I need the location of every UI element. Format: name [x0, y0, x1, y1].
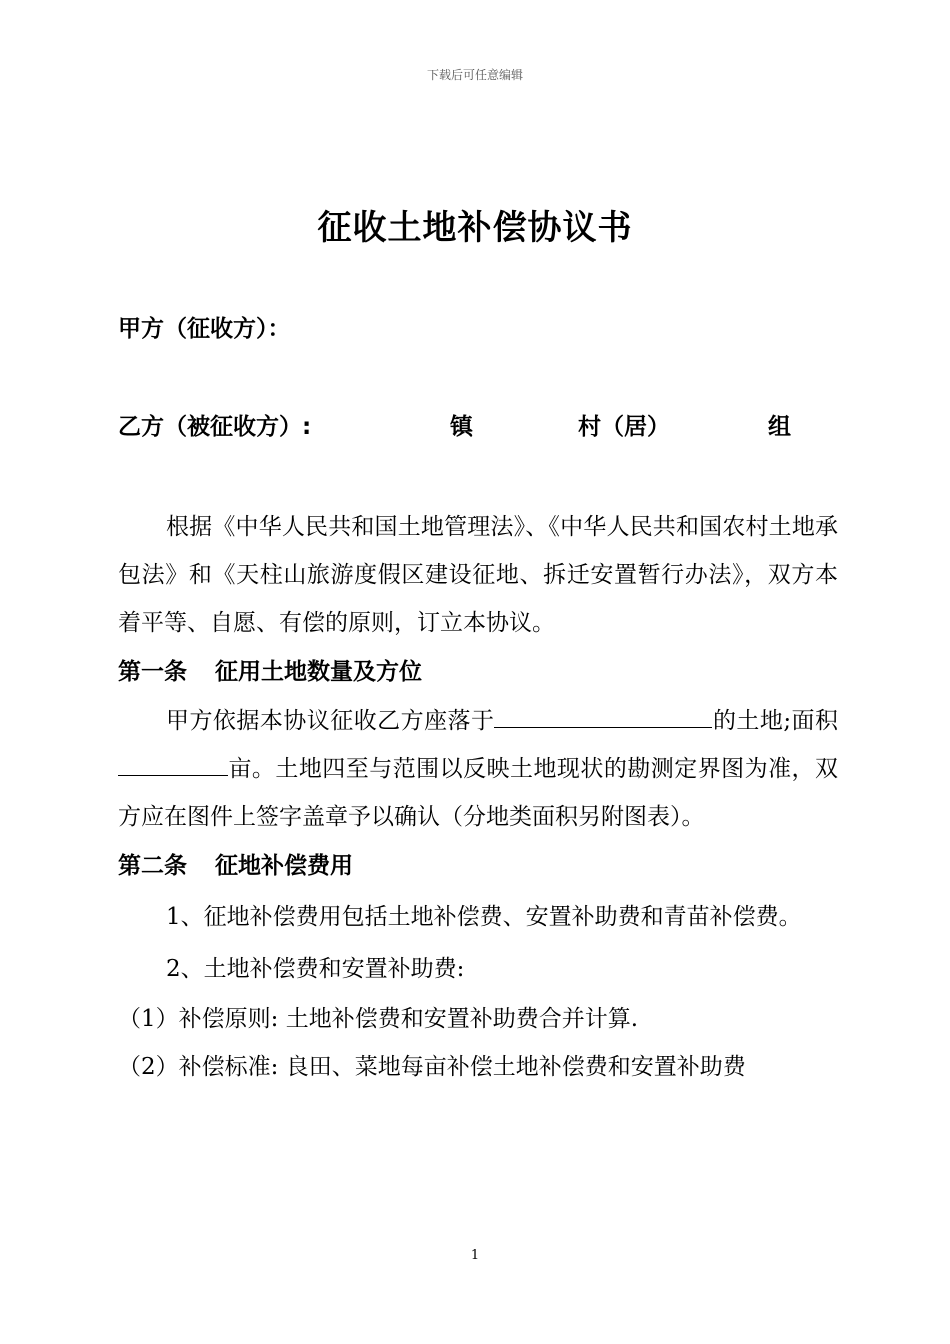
party-b-village: 村（居） — [578, 414, 670, 440]
party-a-label: 甲方（征收方）： — [118, 316, 291, 342]
article1-title: 征用土地数量及方位 — [215, 659, 422, 685]
document-title: 征收土地补偿协议书 — [317, 208, 633, 248]
article2-heading — [118, 841, 838, 891]
party-b-group: 组 — [768, 414, 791, 440]
article1-number: 第一条 — [118, 659, 187, 685]
article2-number: 第二条 — [118, 853, 187, 879]
party-b-label: 乙方（被征收方）: — [118, 414, 312, 440]
header-note: 下载后可任意编辑 — [426, 68, 523, 82]
party-a-line — [118, 310, 291, 343]
article1-text-after: 亩。土地四至与范围以反映土地现状的勘测定界图为准，双方应在图件上签字盖章予以确认（分地类面积另附图表）。 — [118, 756, 838, 830]
intro-paragraph: 根据《中华人民共和国土地管理法》、《中华人民共和国农村土地承包法》和《天柱山旅游度假区建设征地、拆迁安置暂行办法》，双方本着平等、自愿、有偿的原则，订立本协议。 — [118, 514, 838, 636]
article1-paragraph — [118, 697, 838, 841]
area-blank — [118, 774, 228, 776]
article1-heading — [118, 647, 838, 697]
article2-item1: 1、征地补偿费用包括土地补偿费、安置补助费和青苗补偿费。 — [166, 904, 802, 930]
article2-sub2: （2）补偿标准: 良田、菜地每亩补偿土地补偿费和安置补助费 — [118, 1054, 746, 1080]
document-body — [118, 503, 838, 1091]
article1-text-before: 甲方依据本协议征收乙方座落于 — [166, 708, 495, 734]
article1-text-mid: 的土地;面积 — [712, 708, 839, 734]
location-blank — [494, 726, 712, 728]
article2-title: 征地补偿费用 — [215, 853, 353, 879]
article2-item2: 2、土地补偿费和安置补助费: — [166, 956, 465, 982]
party-b-line — [118, 408, 791, 441]
article2-sub1: （1）补偿原则: 土地补偿费和安置补助费合并计算. — [118, 1006, 639, 1032]
page-number: 1 — [470, 1248, 480, 1263]
party-b-town: 镇 — [450, 414, 473, 440]
